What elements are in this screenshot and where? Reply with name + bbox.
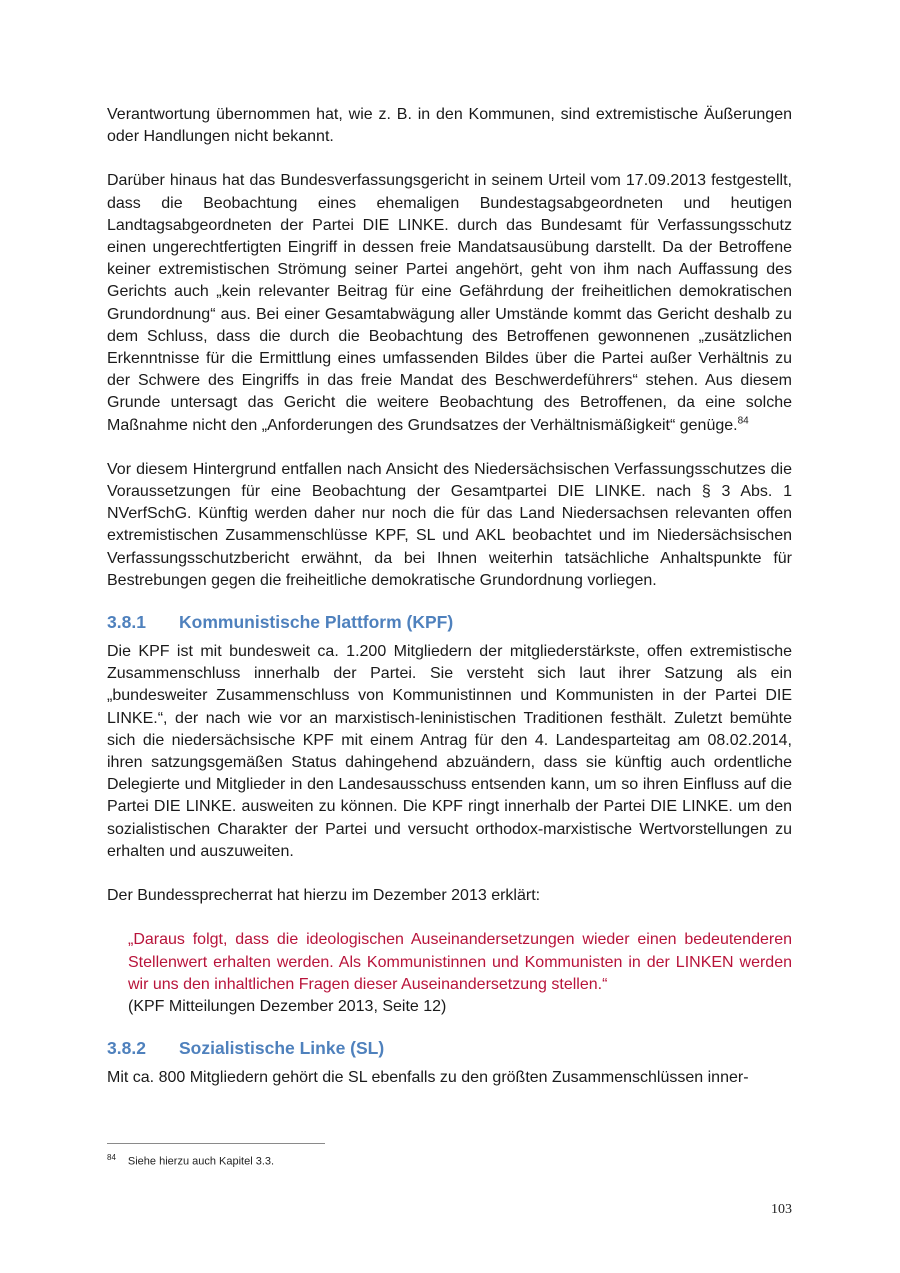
quote-source: (KPF Mitteilungen Dezember 2013, Seite 12) [128,997,447,1015]
footnote-number: 84 [107,1153,116,1162]
paragraph-3: Vor diesem Hintergrund entfallen nach Ansicht des Niedersächsischen Verfassungsschutzes die Voraussetzungen für eine Beobachtung der Gesamtpartei DIE LINKE. nach § 3 Abs. 1 NVerfSchG. Künftig werden daher nur noch die für das Land Niedersachsen relevanten offen extremistischen Zusammenschlüsse KPF, SL und AKL beobachtet und im Niedersächsischen Verfassungsschutzbericht erwähnt, da bei Ihnen weiterhin tatsächliche Anhaltspunkte für Bestrebungen gegen die freiheitliche demokratische Grundordnung vorliegen. [107,460,792,589]
section-number: 3.8.2 [107,1038,146,1059]
footnote-divider [107,1143,325,1144]
section-title: Sozialistische Linke (SL) [179,1038,385,1059]
paragraph-2-text: Darüber hinaus hat das Bundesverfassungsgericht in seinem Urteil vom 17.09.2013 festgestellt, dass die Beobachtung eines ehemaligen Bundestagsabgeordneten und heutigen Landtagsabgeordneten der Partei DIE LINKE. durch das Bundesamt für Verfassungsschutz einen ungerechtfertigten Eingriff in dessen freie Mandatsausübung darstellt. Da der Betroffene keiner extremistischen Strömung seiner Partei angehört, geht von ihm nach Auffassung des Gerichts auch „kein relevanter Beitrag für eine Gefährdung der freiheitlichen demokratischen Grundordnung“ aus. Bei einer Gesamtabwägung aller Umstände kommt das Gericht deshalb zu dem Schluss, dass die durch die Beobachtung des Betroffenen gewonnenen „zusätzlichen Erkenntnisse für die Ermittlung eines umfassenden Bildes über die Partei außer Verhältnis zu der Schwere des Eingriffs in das freie Mandat des Beschwerdeführers“ stehen. Aus diesem Grunde untersagt das Gericht die weitere Beobachtung des Betroffenen, da eine solche Maßnahme nicht den „Anforderungen des Grundsatzes der Verhältnismäßigkeit“ genüge. [107,172,792,434]
footnote-reference[interactable]: 84 [737,415,749,427]
paragraph-5: Der Bundessprecherrat hat hierzu im Dezember 2013 erklärt: [107,887,541,905]
footnote [107,1153,274,1168]
page-body [107,104,792,1089]
section-number: 3.8.1 [107,612,146,633]
paragraph-1: Verantwortung übernommen hat, wie z. B. in den Kommunen, sind extremistische Äußerungen oder Handlungen nicht bekannt. [107,106,792,146]
paragraph-2 [107,170,792,436]
paragraph-6: Mit ca. 800 Mitgliedern gehört die SL ebenfalls zu den größten Zusammenschlüssen inner- [107,1069,749,1087]
section-title: Kommunistische Plattform (KPF) [179,612,454,633]
quote-text: „Daraus folgt, dass die ideologischen Auseinandersetzungen wieder einen bedeutenderen Stellenwert erhalten werden. Als Kommunistinnen und Kommunisten in der LINKEN werden wir uns den inhaltlichen Fragen dieser Auseinandersetzung stellen.“ [128,931,792,993]
block-quote [128,929,792,1018]
paragraph-4: Die KPF ist mit bundesweit ca. 1.200 Mitgliedern der mitgliederstärkste, offen extremistische Zusammenschluss innerhalb der Partei. Sie versteht sich laut ihrer Satzung als ein „bundesweiter Zusammenschluss von Kommunistinnen und Kommunisten in der Partei DIE LINKE.“, der nach wie vor an marxistisch-leninistischen Traditionen festhält. Zuletzt bemühte sich die niedersächsische KPF mit einem Antrag für den 4. Landesparteitag am 08.02.2014, ihren satzungsgemäßen Status dahingehend abzuändern, dass sie künftig auch ordentliche Delegierte und Mitglieder in den Landesausschuss entsenden kann, um so ihren Einfluss auf die Partei DIE LINKE. ausweiten zu können. Die KPF ringt innerhalb der Partei DIE LINKE. um den sozialistischen Charakter der Partei und versucht orthodox-marxistische Wertvorstellungen zu erhalten und auszuweiten. [107,643,792,860]
section-heading-3-8-2 [107,1036,792,1060]
page-number: 103 [771,1202,792,1217]
footnote-text: Siehe hierzu auch Kapitel 3.3. [127,1155,275,1168]
section-heading-3-8-1 [107,610,792,634]
